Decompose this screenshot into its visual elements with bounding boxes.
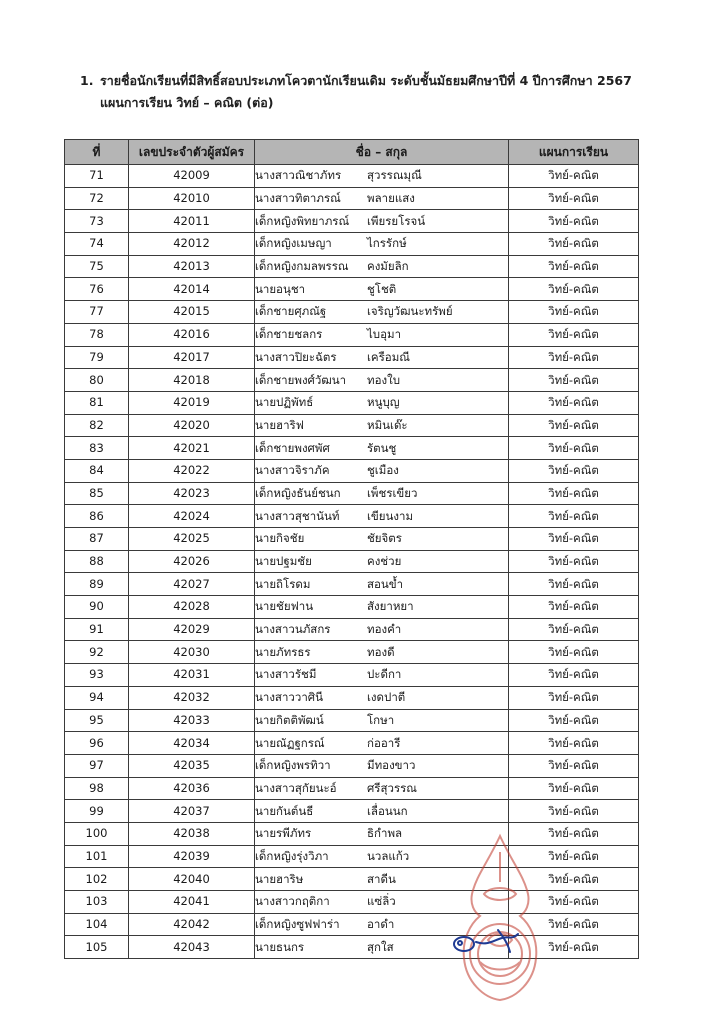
student-name bbox=[255, 596, 509, 619]
applicant-id: 42030 bbox=[129, 641, 255, 664]
student-name bbox=[255, 754, 509, 777]
table-row bbox=[65, 505, 639, 528]
applicant-id: 42029 bbox=[129, 618, 255, 641]
table-row bbox=[65, 528, 639, 551]
student-name bbox=[255, 528, 509, 551]
row-number: 85 bbox=[65, 482, 129, 505]
last-name: เจริญวัฒนะทรัพย์ bbox=[367, 304, 453, 319]
first-name: เด็กหญิงกมลพรรณ bbox=[255, 259, 349, 274]
student-name bbox=[255, 822, 509, 845]
study-plan: วิทย์-คณิต bbox=[509, 369, 639, 392]
study-plan: วิทย์-คณิต bbox=[509, 868, 639, 891]
heading-line-1 bbox=[80, 70, 700, 92]
applicant-id: 42031 bbox=[129, 664, 255, 687]
last-name: สอนข้ำ bbox=[367, 576, 404, 591]
table-row bbox=[65, 301, 639, 324]
last-name: แซ่ลิ่ว bbox=[367, 894, 396, 909]
study-plan: วิทย์-คณิต bbox=[509, 641, 639, 664]
table-row bbox=[65, 369, 639, 392]
last-name: สังยาหยา bbox=[367, 599, 414, 614]
last-name: เพ็ชรเขียว bbox=[367, 485, 418, 500]
applicant-id: 42023 bbox=[129, 482, 255, 505]
column-header-plan: แผนการเรียน bbox=[509, 140, 639, 165]
student-name bbox=[255, 913, 509, 936]
applicant-id: 42010 bbox=[129, 187, 255, 210]
table-row bbox=[65, 323, 639, 346]
study-plan: วิทย์-คณิต bbox=[509, 528, 639, 551]
applicant-id: 42011 bbox=[129, 210, 255, 233]
study-plan: วิทย์-คณิต bbox=[509, 732, 639, 755]
first-name: นางสาวณิชาภัทร bbox=[255, 168, 342, 183]
applicant-id: 42017 bbox=[129, 346, 255, 369]
applicant-id: 42018 bbox=[129, 369, 255, 392]
column-header-name: ชื่อ – สกุล bbox=[255, 140, 509, 165]
row-number: 91 bbox=[65, 618, 129, 641]
first-name: นายฮาริฟ bbox=[255, 417, 304, 432]
study-plan: วิทย์-คณิต bbox=[509, 891, 639, 914]
applicant-id: 42034 bbox=[129, 732, 255, 755]
section-number: 1. bbox=[80, 73, 94, 88]
first-name: นายกิตติพัฒน์ bbox=[255, 712, 324, 727]
student-name bbox=[255, 732, 509, 755]
applicant-id: 42037 bbox=[129, 800, 255, 823]
table-row bbox=[65, 165, 639, 188]
student-name bbox=[255, 187, 509, 210]
row-number: 99 bbox=[65, 800, 129, 823]
study-plan: วิทย์-คณิต bbox=[509, 210, 639, 233]
study-plan: วิทย์-คณิต bbox=[509, 255, 639, 278]
first-name: นายภัทรธร bbox=[255, 644, 311, 659]
last-name: สุวรรณมุณี bbox=[367, 168, 422, 183]
row-number: 74 bbox=[65, 233, 129, 256]
row-number: 82 bbox=[65, 414, 129, 437]
table-row bbox=[65, 255, 639, 278]
table-row bbox=[65, 686, 639, 709]
study-plan: วิทย์-คณิต bbox=[509, 482, 639, 505]
study-plan: วิทย์-คณิต bbox=[509, 618, 639, 641]
row-number: 95 bbox=[65, 709, 129, 732]
first-name: นางสาวสุชานันท์ bbox=[255, 508, 340, 523]
table-row bbox=[65, 187, 639, 210]
study-plan: วิทย์-คณิต bbox=[509, 754, 639, 777]
first-name: นางสาวนภัสกร bbox=[255, 622, 331, 637]
last-name: ปะดีกา bbox=[367, 667, 402, 682]
row-number: 81 bbox=[65, 391, 129, 414]
study-plan: วิทย์-คณิต bbox=[509, 437, 639, 460]
study-plan: วิทย์-คณิต bbox=[509, 278, 639, 301]
table-row bbox=[65, 437, 639, 460]
last-name: เงดปาตี bbox=[367, 690, 406, 705]
first-name: นายฮาริษ bbox=[255, 871, 304, 886]
row-number: 98 bbox=[65, 777, 129, 800]
applicant-id: 42027 bbox=[129, 573, 255, 596]
row-number: 101 bbox=[65, 845, 129, 868]
study-plan: วิทย์-คณิต bbox=[509, 391, 639, 414]
table-row bbox=[65, 891, 639, 914]
applicant-id: 42012 bbox=[129, 233, 255, 256]
last-name: เลื่อนนก bbox=[367, 803, 408, 818]
applicant-id: 42019 bbox=[129, 391, 255, 414]
row-number: 88 bbox=[65, 550, 129, 573]
last-name: รัตนชู bbox=[367, 440, 397, 455]
table-row bbox=[65, 732, 639, 755]
student-name bbox=[255, 437, 509, 460]
study-plan: วิทย์-คณิต bbox=[509, 459, 639, 482]
row-number: 72 bbox=[65, 187, 129, 210]
column-header-id: เลขประจำตัวผู้สมัคร bbox=[129, 140, 255, 165]
applicant-id: 42026 bbox=[129, 550, 255, 573]
applicant-id: 42036 bbox=[129, 777, 255, 800]
applicant-id: 42020 bbox=[129, 414, 255, 437]
applicant-id: 42014 bbox=[129, 278, 255, 301]
last-name: คงมัยลิก bbox=[367, 259, 409, 274]
row-number: 78 bbox=[65, 323, 129, 346]
first-name: นายธนกร bbox=[255, 939, 305, 954]
table-row bbox=[65, 618, 639, 641]
student-name bbox=[255, 505, 509, 528]
last-name: ทองใบ bbox=[367, 372, 401, 387]
student-name bbox=[255, 255, 509, 278]
first-name: เด็กหญิงเมษญา bbox=[255, 236, 332, 251]
table-row bbox=[65, 278, 639, 301]
applicant-id: 42039 bbox=[129, 845, 255, 868]
applicant-id: 42028 bbox=[129, 596, 255, 619]
student-name bbox=[255, 482, 509, 505]
table-row bbox=[65, 482, 639, 505]
row-number: 76 bbox=[65, 278, 129, 301]
first-name: เด็กชายพงศพัศ bbox=[255, 440, 330, 455]
student-name bbox=[255, 641, 509, 664]
table-row bbox=[65, 641, 639, 664]
first-name: เด็กหญิงซูฟฟาร่า bbox=[255, 917, 340, 932]
applicant-id: 42032 bbox=[129, 686, 255, 709]
row-number: 89 bbox=[65, 573, 129, 596]
table-row bbox=[65, 459, 639, 482]
row-number: 77 bbox=[65, 301, 129, 324]
row-number: 100 bbox=[65, 822, 129, 845]
study-plan: วิทย์-คณิต bbox=[509, 550, 639, 573]
table-row bbox=[65, 596, 639, 619]
student-name bbox=[255, 618, 509, 641]
table-row bbox=[65, 550, 639, 573]
last-name: ชูโชติ bbox=[367, 281, 397, 296]
student-name bbox=[255, 210, 509, 233]
student-name bbox=[255, 323, 509, 346]
study-plan: วิทย์-คณิต bbox=[509, 709, 639, 732]
last-name: โกษา bbox=[367, 712, 395, 727]
row-number: 90 bbox=[65, 596, 129, 619]
student-name bbox=[255, 369, 509, 392]
row-number: 92 bbox=[65, 641, 129, 664]
row-number: 105 bbox=[65, 936, 129, 959]
first-name: เด็กหญิงธันย์ชนก bbox=[255, 485, 341, 500]
row-number: 83 bbox=[65, 437, 129, 460]
last-name: สุกใส bbox=[367, 939, 394, 954]
applicant-id: 42016 bbox=[129, 323, 255, 346]
first-name: เด็กชายพงศ์วัฒนา bbox=[255, 372, 347, 387]
applicant-id: 42042 bbox=[129, 913, 255, 936]
applicant-id: 42033 bbox=[129, 709, 255, 732]
table-row bbox=[65, 868, 639, 891]
study-plan: วิทย์-คณิต bbox=[509, 505, 639, 528]
student-name bbox=[255, 414, 509, 437]
first-name: นางสาวทิตาภรณ์ bbox=[255, 191, 341, 206]
study-plan: วิทย์-คณิต bbox=[509, 596, 639, 619]
row-number: 104 bbox=[65, 913, 129, 936]
student-name bbox=[255, 278, 509, 301]
table-row bbox=[65, 391, 639, 414]
first-name: นางสาวรัชมี bbox=[255, 667, 317, 682]
table-row bbox=[65, 754, 639, 777]
first-name: นายปฏิพัทธ์ bbox=[255, 395, 314, 410]
last-name: ทองดี bbox=[367, 644, 395, 659]
last-name: พลายแสง bbox=[367, 191, 415, 206]
study-plan: วิทย์-คณิต bbox=[509, 913, 639, 936]
applicant-id: 42024 bbox=[129, 505, 255, 528]
applicant-id: 42041 bbox=[129, 891, 255, 914]
study-plan: วิทย์-คณิต bbox=[509, 165, 639, 188]
first-name: นายอนุชา bbox=[255, 281, 306, 296]
first-name: เด็กชายศุภณัฐ bbox=[255, 304, 327, 319]
student-name bbox=[255, 573, 509, 596]
last-name: ชัยจิตร bbox=[367, 531, 402, 546]
row-number: 94 bbox=[65, 686, 129, 709]
applicant-id: 42013 bbox=[129, 255, 255, 278]
applicant-id: 42038 bbox=[129, 822, 255, 845]
student-name bbox=[255, 391, 509, 414]
table-row bbox=[65, 573, 639, 596]
last-name: มีทองขาว bbox=[367, 758, 416, 773]
last-name: ไกรรักษ์ bbox=[367, 236, 407, 251]
student-name bbox=[255, 233, 509, 256]
study-plan: วิทย์-คณิต bbox=[509, 664, 639, 687]
first-name: นายกันต์นธี bbox=[255, 803, 314, 818]
study-plan: วิทย์-คณิต bbox=[509, 777, 639, 800]
table-row bbox=[65, 822, 639, 845]
applicant-id: 42025 bbox=[129, 528, 255, 551]
first-name: นางสาววาศินี bbox=[255, 690, 323, 705]
last-name: ก่ออารี bbox=[367, 735, 401, 750]
study-plan: วิทย์-คณิต bbox=[509, 414, 639, 437]
last-name: เพียรยโรจน์ bbox=[367, 213, 426, 228]
study-plan: วิทย์-คณิต bbox=[509, 346, 639, 369]
table-row bbox=[65, 800, 639, 823]
first-name: เด็กชายชลกร bbox=[255, 327, 323, 342]
row-number: 93 bbox=[65, 664, 129, 687]
last-name: หมินเด๊ะ bbox=[367, 417, 408, 432]
first-name: นายรพีภัทร bbox=[255, 826, 312, 841]
applicant-id: 42035 bbox=[129, 754, 255, 777]
last-name: นวลแก้ว bbox=[367, 848, 410, 863]
last-name: ชูเมือง bbox=[367, 463, 399, 478]
study-plan: วิทย์-คณิต bbox=[509, 686, 639, 709]
table-row bbox=[65, 777, 639, 800]
student-name bbox=[255, 686, 509, 709]
student-name bbox=[255, 301, 509, 324]
first-name: นายปฐมชัย bbox=[255, 554, 312, 569]
row-number: 79 bbox=[65, 346, 129, 369]
study-plan: วิทย์-คณิต bbox=[509, 301, 639, 324]
last-name: ธิกำพล bbox=[367, 826, 403, 841]
row-number: 87 bbox=[65, 528, 129, 551]
student-name bbox=[255, 550, 509, 573]
first-name: นางสาวจิราภัค bbox=[255, 463, 330, 478]
study-plan: วิทย์-คณิต bbox=[509, 800, 639, 823]
student-table bbox=[64, 139, 639, 959]
student-name bbox=[255, 800, 509, 823]
row-number: 73 bbox=[65, 210, 129, 233]
first-name: เด็กหญิงรุ่งวิภา bbox=[255, 848, 329, 863]
first-name: นายถิโรดม bbox=[255, 576, 311, 591]
study-plan: วิทย์-คณิต bbox=[509, 822, 639, 845]
table-row bbox=[65, 936, 639, 959]
row-number: 71 bbox=[65, 165, 129, 188]
applicant-id: 42040 bbox=[129, 868, 255, 891]
table-row bbox=[65, 709, 639, 732]
applicant-id: 42015 bbox=[129, 301, 255, 324]
last-name: ไบอุมา bbox=[367, 327, 402, 342]
student-name bbox=[255, 459, 509, 482]
document-heading bbox=[80, 70, 700, 114]
last-name: ทองคำ bbox=[367, 622, 402, 637]
first-name: นางสาวกฤติกา bbox=[255, 894, 330, 909]
table-row bbox=[65, 845, 639, 868]
study-plan: วิทย์-คณิต bbox=[509, 845, 639, 868]
study-plan: วิทย์-คณิต bbox=[509, 936, 639, 959]
applicant-id: 42043 bbox=[129, 936, 255, 959]
row-number: 80 bbox=[65, 369, 129, 392]
last-name: สาดีน bbox=[367, 871, 396, 886]
last-name: หนูบุญ bbox=[367, 395, 400, 410]
table-row bbox=[65, 233, 639, 256]
first-name: นางสาวสุกัยนะอ์ bbox=[255, 780, 337, 795]
student-name bbox=[255, 709, 509, 732]
study-plan: วิทย์-คณิต bbox=[509, 323, 639, 346]
row-number: 75 bbox=[65, 255, 129, 278]
last-name: คงช่วย bbox=[367, 554, 402, 569]
table-row bbox=[65, 664, 639, 687]
heading-title: รายชื่อนักเรียนที่มีสิทธิ์สอบประเภทโควตานักเรียนเดิม ระดับชั้นมัธยมศึกษาปีที่ 4 ปีการศึกษา 2567 bbox=[100, 73, 632, 88]
row-number: 103 bbox=[65, 891, 129, 914]
student-name bbox=[255, 777, 509, 800]
last-name: เขียนงาม bbox=[367, 508, 414, 523]
student-name bbox=[255, 346, 509, 369]
first-name: เด็กหญิงพรทิวา bbox=[255, 758, 331, 773]
student-name bbox=[255, 165, 509, 188]
student-name bbox=[255, 891, 509, 914]
study-plan: วิทย์-คณิต bbox=[509, 233, 639, 256]
last-name: ศรีสุวรรณ bbox=[367, 780, 417, 795]
row-number: 96 bbox=[65, 732, 129, 755]
row-number: 97 bbox=[65, 754, 129, 777]
study-plan: วิทย์-คณิต bbox=[509, 573, 639, 596]
row-number: 102 bbox=[65, 868, 129, 891]
student-name bbox=[255, 845, 509, 868]
table-row bbox=[65, 913, 639, 936]
student-name bbox=[255, 868, 509, 891]
first-name: นายกิจชัย bbox=[255, 531, 305, 546]
row-number: 86 bbox=[65, 505, 129, 528]
column-header-no: ที่ bbox=[65, 140, 129, 165]
applicant-id: 42021 bbox=[129, 437, 255, 460]
table-row bbox=[65, 346, 639, 369]
student-name bbox=[255, 664, 509, 687]
row-number: 84 bbox=[65, 459, 129, 482]
first-name: เด็กหญิงพิทยาภรณ์ bbox=[255, 213, 350, 228]
table-row bbox=[65, 210, 639, 233]
table-header-row bbox=[65, 140, 639, 165]
heading-line-2: แผนการเรียน วิทย์ – คณิต (ต่อ) bbox=[100, 95, 274, 110]
student-name bbox=[255, 936, 509, 959]
first-name: นายชัยฟาน bbox=[255, 599, 314, 614]
applicant-id: 42022 bbox=[129, 459, 255, 482]
first-name: นายณัฏฐกรณ์ bbox=[255, 735, 325, 750]
table-row bbox=[65, 414, 639, 437]
study-plan: วิทย์-คณิต bbox=[509, 187, 639, 210]
first-name: นางสาวปิยะฉัตร bbox=[255, 349, 337, 364]
applicant-id: 42009 bbox=[129, 165, 255, 188]
last-name: เครือมณี bbox=[367, 349, 410, 364]
last-name: อาดำ bbox=[367, 917, 395, 932]
